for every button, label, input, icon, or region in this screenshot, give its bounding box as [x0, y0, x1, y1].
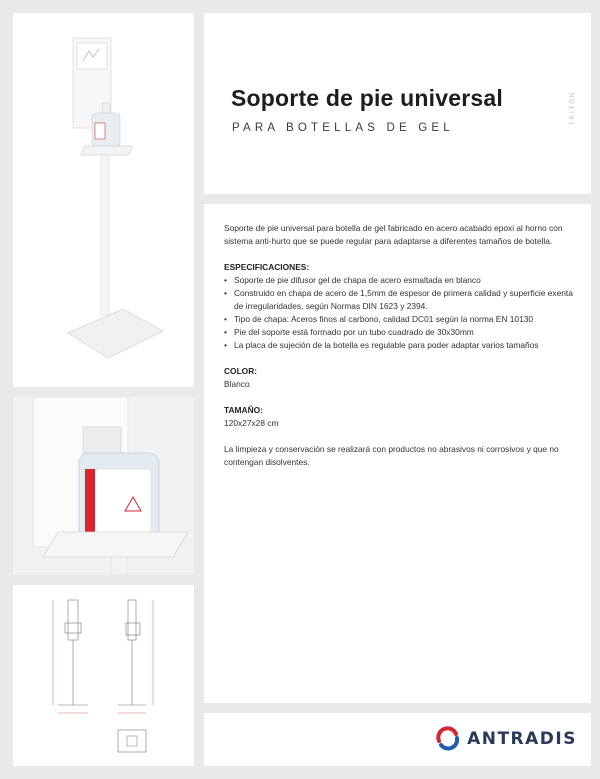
page-title: Soporte de pie universal — [231, 85, 503, 111]
antradis-logo-icon — [435, 726, 461, 752]
specifications-panel — [204, 204, 591, 703]
technical-drawing — [13, 585, 194, 766]
color-value: Blanco — [224, 379, 250, 389]
brand-vertical-label: TRITON — [570, 90, 576, 125]
specifications-section — [224, 261, 574, 352]
list-item: • Soporte de pie difusor gel de chapa de acero esmaltada en blanco — [224, 274, 574, 287]
list-item: • Construido en chapa de acero de 1,5mm de espesor de primera calidad y superficie exenta de irregularidades, según Normas DIN 1623 y 2394. — [224, 287, 574, 313]
size-section — [224, 404, 574, 430]
company-logo — [435, 726, 577, 752]
cleaning-note: La limpieza y conservación se realizará con productos no abrasivos ni corrosivos y que no contengan disolventes. — [224, 444, 559, 467]
page-subtitle: PARA BOTELLAS DE GEL — [232, 122, 454, 134]
specifications-heading: ESPECIFICACIONES: — [224, 262, 310, 272]
technical-drawing-panel — [13, 585, 194, 766]
title-panel — [204, 13, 591, 194]
list-item: • Pie del soporte está formado por un tubo cuadrado de 30x30mm — [224, 326, 574, 339]
product-closeup-panel — [13, 397, 194, 575]
logo-panel — [204, 713, 591, 766]
size-value: 120x27x28 cm — [224, 418, 279, 428]
bottle-closeup-photo — [13, 397, 194, 575]
size-heading: TAMAÑO: — [224, 405, 263, 415]
list-item: • La placa de sujeción de la botella es regulable para poder adaptar varios tamaños — [224, 339, 574, 352]
specifications-list — [224, 274, 574, 352]
logo-text: ANTRADIS — [467, 729, 577, 749]
product-stand-photo — [13, 13, 194, 387]
color-section — [224, 365, 574, 391]
color-heading: COLOR: — [224, 366, 258, 376]
list-item: • Tipo de chapa: Aceros finos al carbono, calidad DC01 según la norma EN 10130 — [224, 313, 574, 326]
product-photo-panel — [13, 13, 194, 387]
product-description: Soporte de pie universal para botella de gel fabricado en acero acabado epoxi al horno con sistema anti-hurto que se puede regular para adaptarse a diferentes tamaños de botella. — [224, 223, 563, 246]
